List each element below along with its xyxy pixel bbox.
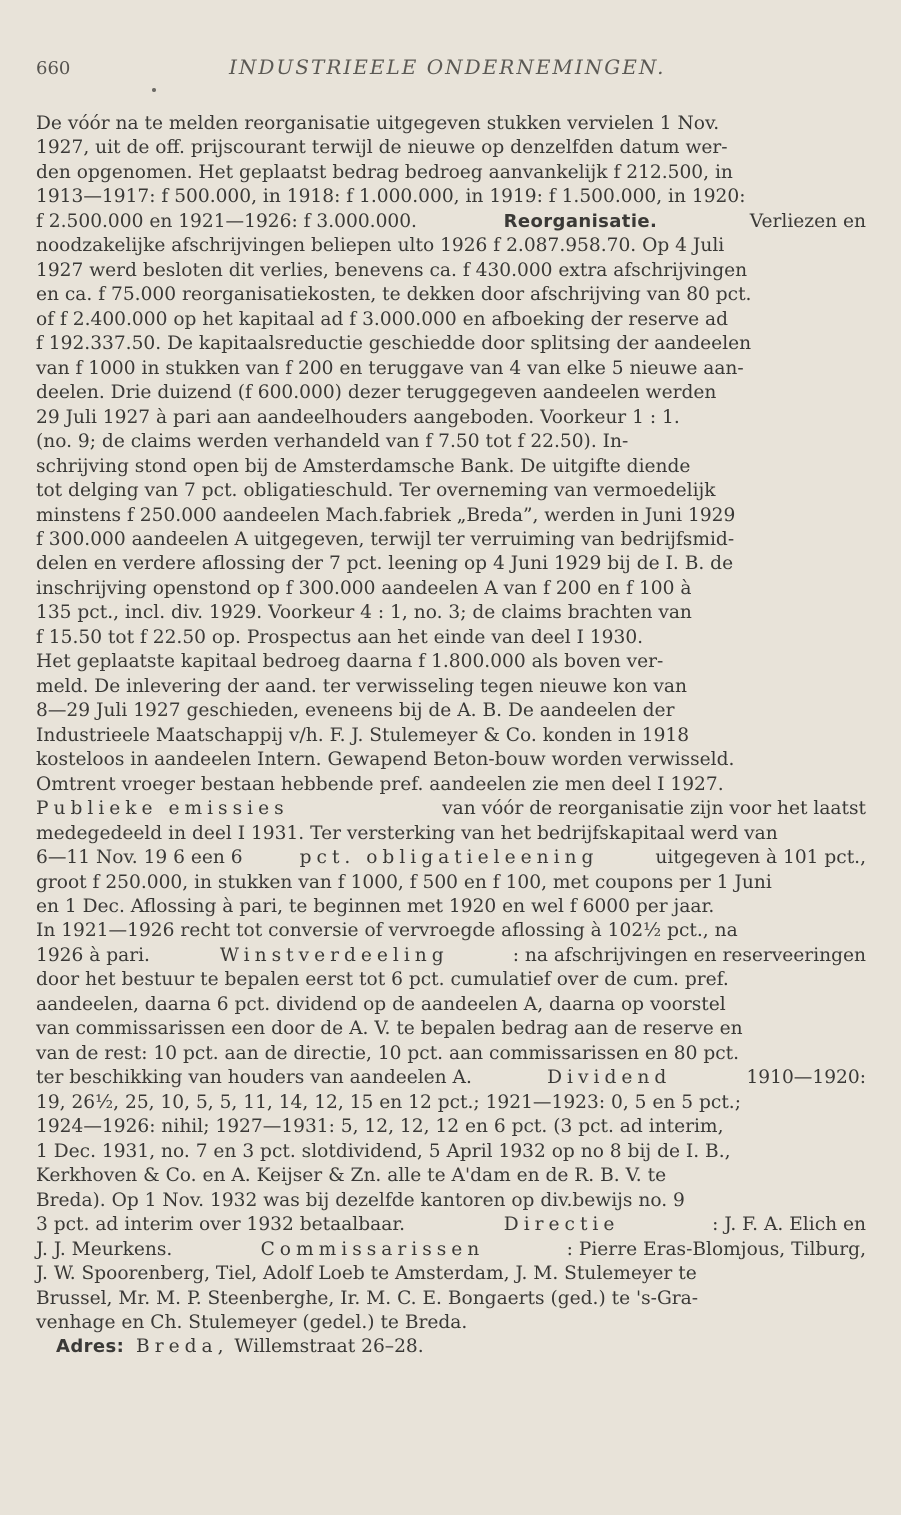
text-line: In 1921—1926 recht tot conversie of vervroegde aflossing à 102½ pct., na [36,920,738,942]
text-line: 1924—1926: nihil; 1927—1931: 5, 12, 12, 12 en 6 pct. (3 pct. ad interim, [36,1116,724,1138]
text-line: 1926 à pari. Winstverdeeling : na afschrijvingen en reserveeringen [36,944,866,968]
section-label-commissarissen: Commissarissen [260,1238,485,1260]
text-line: en 1 Dec. Aflossing à pari, te beginnen met 1920 en wel f 6000 per jaar. [36,896,715,917]
text-line: aandeelen, daarna 6 pct. dividend op de aandeelen A, daarna op voorstel [36,993,726,1015]
section-label-dividend: Dividend [547,1067,672,1089]
text-line: 6—11 Nov. 19 6 een 6 pct. obligatieleening uitgegeven à 101 pct., [36,846,866,870]
text-line: 1927, uit de off. prijscourant terwijl de nieuwe op denzelfden datum wer- [36,137,728,159]
text-line: van de rest: 10 pct. aan de directie, 10 pct. aan commissarissen en 80 pct. [36,1042,740,1064]
text-line: 29 Juli 1927 à pari aan aandeelhouders aangeboden. Voorkeur 1 : 1. [36,406,680,428]
text-line: venhage en Ch. Stulemeyer (gedel.) te Breda. [36,1311,468,1333]
page-number: 660 [36,58,71,79]
text-line: Kerkhoven & Co. en A. Keijser & Zn. alle te A'dam en de R. B. V. te [36,1165,667,1187]
section-label-directie: Directie [503,1214,620,1236]
text-line: Het geplaatste kapitaal bedroeg daarna f 1.800.000 als boven ver- [36,651,664,673]
text-line: f 15.50 tot f 22.50 op. Prospectus aan het einde van deel I 1930. [36,626,644,648]
text-line: van commissarissen een door de A. V. te bepalen bedrag aan de reserve en [36,1018,743,1040]
text-line: ter beschikking van houders van aandeelen A. Dividend 1910—1920: [36,1066,866,1090]
text-line: of f 2.400.000 op het kapitaal ad f 3.000.000 en afboeking der reserve ad [36,308,729,330]
text-line: Breda). Op 1 Nov. 1932 was bij dezelfde kantoren op div.bewijs no. 9 [36,1189,685,1211]
text-line: f 2.500.000 en 1921—1926: f 3.000.000. Reorganisatie. Verliezen en [36,210,866,234]
section-label-obligatieleening: pct. obligatieleening [299,847,599,869]
text-line: den opgenomen. Het geplaatst bedrag bedroeg aanvankelijk f 212.500, in [36,161,733,183]
text-line: delen en verdere aflossing der 7 pct. leening op 4 Juni 1929 bij de I. B. de [36,553,734,575]
text-line: minstens f 250.000 aandeelen Mach.fabriek „Breda”, werden in Juni 1929 [36,504,736,526]
text-line: 1913—1917: f 500.000, in 1918: f 1.000.000, in 1919: f 1.500.000, in 1920: [36,186,746,208]
text-line: en ca. f 75.000 reorganisatiekosten, te dekken door afschrijving van 80 pct. [36,284,752,306]
text-line: J. J. Meurkens. Commissarissen : Pierre Eras-Blomjous, Tilburg, [36,1238,866,1262]
text-line: kosteloos in aandeelen Intern. Gewapend Beton-bouw worden verwisseld. [36,749,735,771]
text-line: Omtrent vroeger bestaan hebbende pref. aandeelen zie men deel I 1927. [36,773,724,795]
text-line: 19, 26½, 25, 10, 5, 5, 11, 14, 12, 15 en 12 pct.; 1921—1923: 0, 5 en 5 pct.; [36,1091,741,1113]
text-line: Brussel, Mr. M. P. Steenberghe, Ir. M. C. E. Bongaerts (ged.) te 's-Gra- [36,1287,699,1309]
text-line: 3 pct. ad interim over 1932 betaalbaar. Directie : J. F. A. Elich en [36,1213,866,1237]
text-line: De vóór na te melden reorganisatie uitgegeven stukken vervielen 1 Nov. [36,113,720,134]
address-city: Breda, [136,1336,229,1358]
text-line: 135 pct., incl. div. 1929. Voorkeur 4 : 1, no. 3; de claims brachten van [36,602,692,624]
address-line [56,1335,866,1359]
page-header [36,50,866,84]
text-line: J. W. Spoorenberg, Tiel, Adolf Loeb te Amsterdam, J. M. Stulemeyer te [36,1263,697,1285]
address-label: Adres: [56,1336,125,1358]
text-line: meld. De inlevering der aand. ter verwisseling tegen nieuwe kon van [36,675,687,697]
text-line: deelen. Drie duizend (f 600.000) dezer teruggegeven aandeelen werden [36,382,717,404]
section-label-reorganisatie: Reorganisatie. [503,210,658,232]
running-title: INDUSTRIEELE ONDERNEMINGEN. [229,55,666,79]
section-label-winstverdeeling: Winstverdeeling [219,944,449,966]
text-line: inschrijving openstond op f 300.000 aandeelen A van f 200 en f 100 à [36,577,692,599]
text-line: tot delging van 7 pct. obligatieschuld. Ter overneming van vermoedelijk [36,480,716,502]
section-label-publieke-emissies: Publieke emissies [36,798,289,820]
article-body [36,112,866,1360]
text-line: Publieke emissies van vóór de reorganisatie zijn voor het laatst [36,797,866,821]
text-line: Industrieele Maatschappij v/h. F. J. Stulemeyer & Co. konden in 1918 [36,724,690,746]
ink-dot [152,88,156,92]
text-line: f 300.000 aandeelen A uitgegeven, terwijl ter verruiming van bedrijfsmid- [36,528,735,550]
text-line: groot f 250.000, in stukken van f 1000, f 500 en f 100, met coupons per 1 Juni [36,871,772,893]
text-line: 1 Dec. 1931, no. 7 en 3 pct. slotdividend, 5 April 1932 op no 8 bij de I. B., [36,1140,731,1162]
text-line: medegedeeld in deel I 1931. Ter versterking van het bedrijfskapitaal werd van [36,822,778,844]
text-line: 1927 werd besloten dit verlies, benevens ca. f 430.000 extra afschrijvingen [36,259,748,281]
text-line: (no. 9; de claims werden verhandeld van f 7.50 tot f 22.50). In- [36,431,629,453]
text-line: van f 1000 in stukken van f 200 en teruggave van 4 van elke 5 nieuwe aan- [36,357,744,379]
text-line: noodzakelijke afschrijvingen beliepen ulto 1926 f 2.087.958.70. Op 4 Juli [36,235,725,257]
text-line: f 192.337.50. De kapitaalsreductie geschiedde door splitsing der aandeelen [36,333,752,355]
text-line: 8—29 Juli 1927 geschieden, eveneens bij de A. B. De aandeelen der [36,700,675,722]
text-line: door het bestuur te bepalen eerst tot 6 pct. cumulatief over de cum. pref. [36,969,729,991]
text-line: schrijving stond open bij de Amsterdamsche Bank. De uitgifte diende [36,455,691,477]
address-street: Willemstraat 26–28. [228,1336,424,1358]
